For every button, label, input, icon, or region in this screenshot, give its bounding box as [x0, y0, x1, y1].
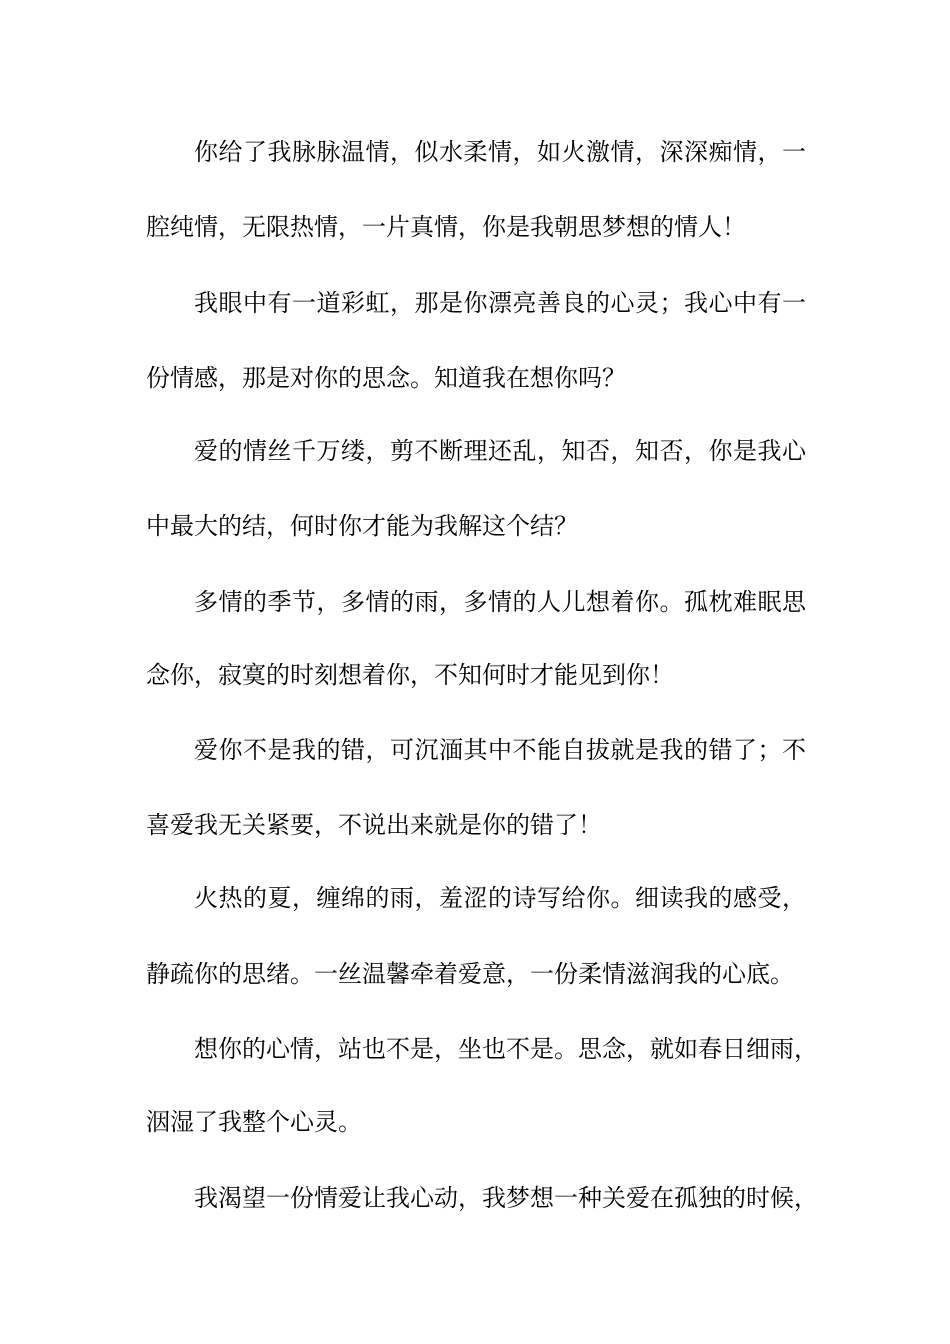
paragraph-7-line-2: 洇湿了我整个心灵。: [146, 1108, 362, 1136]
paragraph-8-line-1: 我渴望一份情爱让我心动，我梦想一种关爱在孤独的时候，: [194, 1184, 818, 1212]
paragraph-1-line-2: 腔纯情，无限热情，一片真情，你是我朝思梦想的情人！: [146, 213, 746, 241]
paragraph-6-line-2: 静疏你的思绪。一丝温馨牵着爱意，一份柔情滋润我的心底。: [146, 960, 794, 988]
paragraph-3-line-1: 爱的情丝千万缕，剪不断理还乱，知否，知否，你是我心: [194, 437, 806, 465]
paragraph-5-line-2: 喜爱我无关紧要，不说出来就是你的错了！: [146, 811, 602, 839]
paragraph-4-line-2: 念你，寂寞的时刻想着你，不知何时才能见到你！: [146, 661, 674, 689]
paragraph-2-line-2: 份情感，那是对你的思念。知道我在想你吗？: [146, 364, 626, 392]
paragraph-3-line-2: 中最大的结，何时你才能为我解这个结？: [146, 512, 578, 540]
paragraph-2-line-1: 我眼中有一道彩虹，那是你漂亮善良的心灵；我心中有一: [194, 289, 806, 317]
paragraph-1-line-1: 你给了我脉脉温情，似水柔情，如火激情，深深痴情，一: [194, 138, 806, 166]
paragraph-4-line-1: 多情的季节，多情的雨，多情的人儿想着你。孤枕难眠思: [194, 588, 806, 616]
paragraph-5-line-1: 爱你不是我的错，可沉湎其中不能自拔就是我的错了；不: [194, 736, 806, 764]
paragraph-6-line-1: 火热的夏，缠绵的雨，羞涩的诗写给你。细读我的感受，: [194, 884, 806, 912]
paragraph-7-line-1: 想你的心情，站也不是，坐也不是。思念，就如春日细雨，: [194, 1035, 818, 1063]
